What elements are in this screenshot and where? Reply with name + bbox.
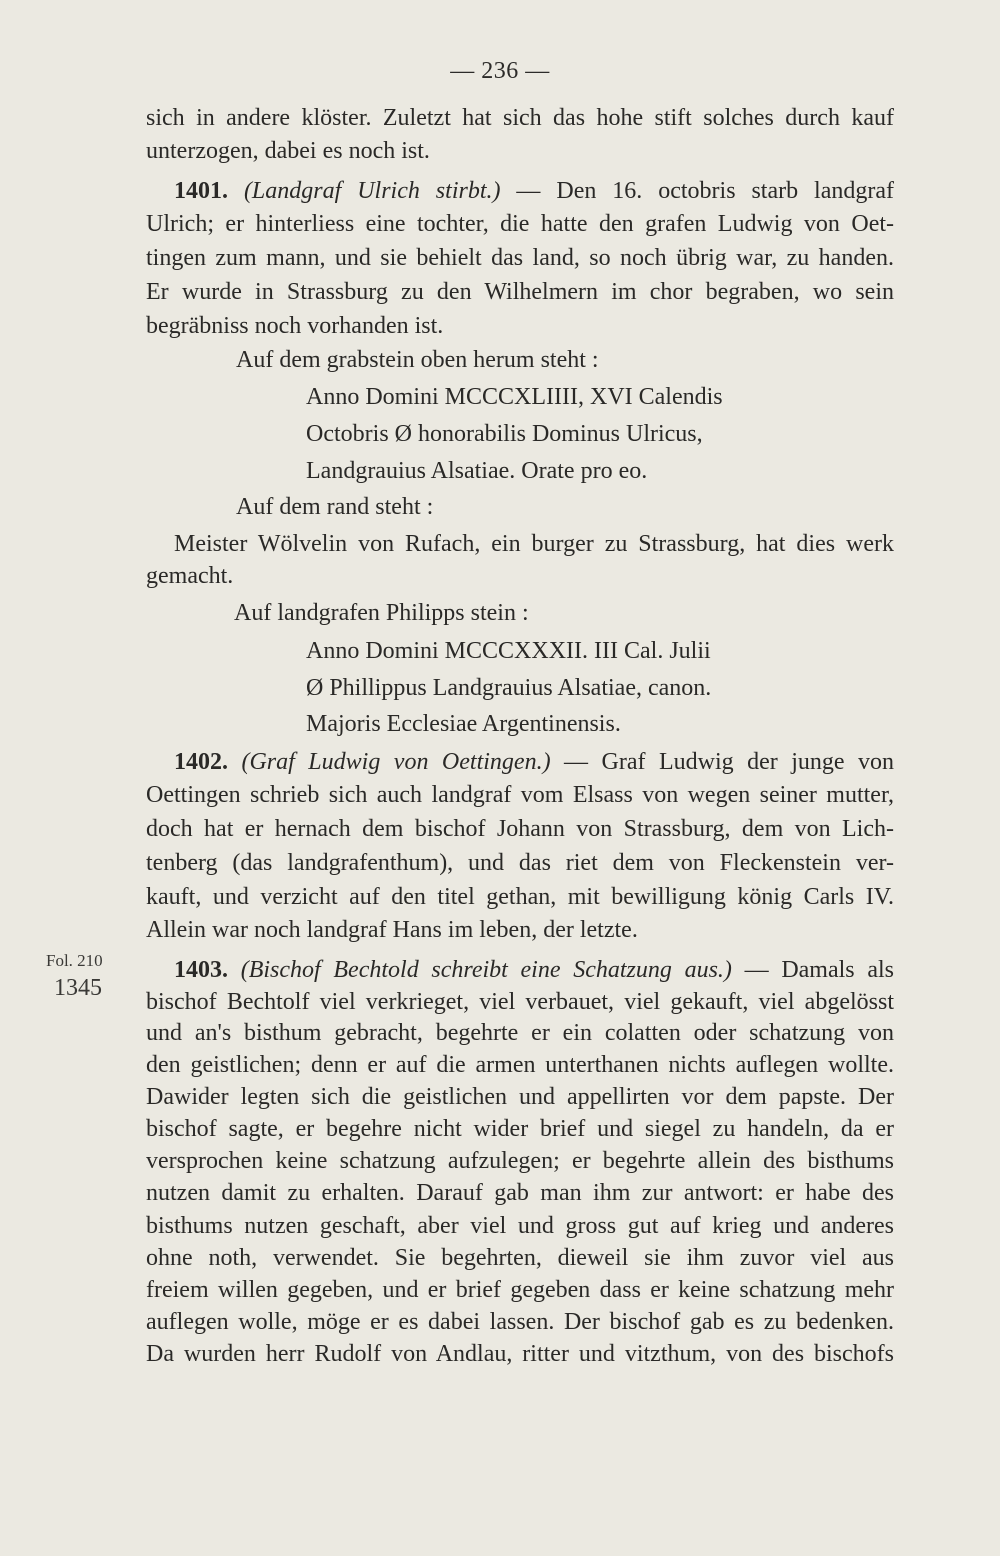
text-fragment: — Den 16. octobris starb landgraf — [500, 178, 895, 204]
entry-heading: (Graf Ludwig von Oettingen.) — [241, 749, 551, 775]
entry-heading: (Bischof Bechtold schreibt eine Schatzung aus.) — [240, 957, 732, 983]
text-line: Er wurde in Strassburg zu den Wilhelmern im chor begraben, wo sein — [146, 279, 894, 305]
inscription-line: Octobris Ø honorabilis Dominus Ulricus, — [306, 421, 703, 447]
inscription-line: Majoris Ecclesiae Argentinensis. — [306, 711, 621, 737]
text-line: begräbniss noch vorhanden ist. — [146, 313, 444, 339]
text-line: bischof sagte, er begehre nicht wider brief und siegel zu handeln, da er — [146, 1116, 894, 1142]
text-line: Dawider legten sich die geistlichen und appellirten vor dem papste. Der — [146, 1084, 894, 1110]
philipp-intro: Auf landgrafen Philipps stein : — [234, 600, 529, 626]
entry-heading: (Landgraf Ulrich stirbt.) — [243, 178, 501, 204]
text-line: tenberg (das landgrafenthum), und das riet dem von Fleckenstein ver- — [146, 850, 894, 876]
text-line: Oettingen schrieb sich auch landgraf vom Elsass von wegen seiner mutter, — [146, 782, 894, 808]
text-line: Meister Wölvelin von Rufach, ein burger zu Strassburg, hat dies werk — [174, 531, 894, 557]
page-number: — 236 — — [450, 58, 550, 84]
text-fragment: — Graf Ludwig der junge von — [550, 749, 895, 775]
grabstein-intro: Auf dem grabstein oben herum steht : — [236, 347, 599, 373]
text-line: bischof Bechtolf viel verkrieget, viel verbauet, viel gekauft, viel abgelösst — [146, 989, 894, 1015]
inscription-line: Anno Domini MCCCXXXII. III Cal. Julii — [306, 638, 711, 664]
inscription-line: Ø Phillippus Landgrauius Alsatiae, canon. — [306, 675, 712, 701]
text-line: auflegen wolle, möge er es dabei lassen. Der bischof gab es zu bedenken. — [146, 1309, 894, 1335]
margin-folio-note: Fol. 210 — [46, 951, 103, 970]
text-fragment: — Damals als — [731, 957, 894, 983]
text-line: doch hat er hernach dem bischof Johann von Strassburg, dem von Lich- — [146, 816, 894, 842]
margin-year-note: 1345 — [54, 975, 102, 1001]
text-line: ohne noth, verwendet. Sie begehrten, dieweil sie ihm zuvor viel aus — [146, 1245, 894, 1271]
entry-number: 1403. — [174, 957, 228, 983]
text-line: den geistlichen; denn er auf die armen unterthanen nichts auflegen wollte. — [146, 1052, 894, 1078]
entry-number: 1401. — [174, 178, 228, 204]
text-line: Da wurden herr Rudolf von Andlau, ritter und vitzthum, von des bischofs — [146, 1341, 894, 1367]
text-line: tingen zum mann, und sie behielt das land, so noch übrig war, zu handen. — [146, 245, 894, 271]
text-line: versprochen keine schatzung aufzulegen; er begehrte allein des bisthums — [146, 1148, 894, 1174]
text-line: bisthums nutzen geschaft, aber viel und gross gut auf krieg und anderes — [146, 1213, 894, 1239]
text-line: kauft, und verzicht auf den titel gethan, mit bewilligung könig Carls IV. — [146, 884, 894, 910]
entry-heading-line — [146, 747, 894, 778]
rand-intro: Auf dem rand steht : — [236, 494, 434, 520]
text-line: nutzen damit zu erhalten. Darauf gab man ihm zur antwort: er habe des — [146, 1180, 894, 1206]
entry-heading-line — [146, 955, 894, 986]
inscription-line: Landgrauius Alsatiae. Orate pro eo. — [306, 458, 648, 484]
entry-number: 1402. — [174, 749, 228, 775]
inscription-line: Anno Domini MCCCXLIIII, XVI Calendis — [306, 384, 723, 410]
text-line: sich in andere klöster. Zuletzt hat sich das hohe stift solches durch kauf — [146, 105, 894, 131]
text-line: Allein war noch landgraf Hans im leben, der letzte. — [146, 917, 638, 943]
text-line: unterzogen, dabei es noch ist. — [146, 138, 430, 164]
text-line: gemacht. — [146, 563, 234, 589]
entry-heading-line — [146, 176, 894, 207]
text-line: freiem willen gegeben, und er brief gegeben dass er keine schatzung mehr — [146, 1277, 894, 1303]
text-line: Ulrich; er hinterliess eine tochter, die hatte den grafen Ludwig von Oet- — [146, 211, 894, 237]
text-line: und an's bisthum gebracht, begehrte er ein colatten oder schatzung von — [146, 1020, 894, 1046]
